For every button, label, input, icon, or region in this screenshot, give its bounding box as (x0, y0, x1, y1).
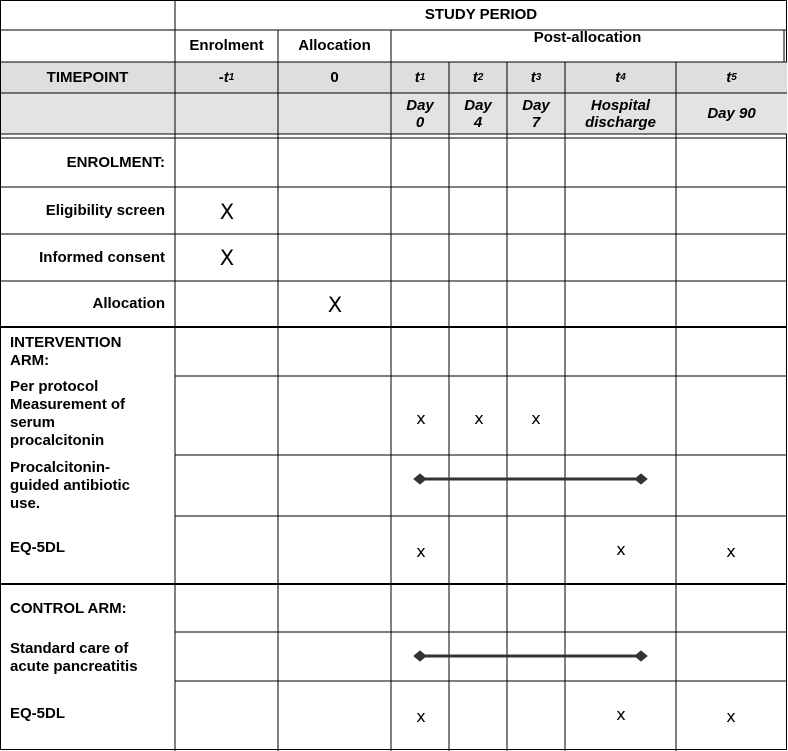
day-cell: Hospital discharge (585, 96, 656, 131)
timepoint-cell: t 2 (472, 68, 484, 86)
timepoint-cell: -t 1 (218, 68, 235, 86)
enrolment-label: Enrolment (189, 37, 264, 54)
timepoint-cell: t 4 (615, 68, 626, 86)
bar-start-diamond (414, 474, 426, 484)
consent-row-label: Informed consent (39, 248, 165, 266)
eligibility-row-label: Eligibility screen (45, 201, 165, 219)
eq5d-ctrl-day90-mark: x (726, 706, 736, 726)
eq5d-ctrl-day0-mark: x (416, 706, 426, 726)
post-allocation-header (391, 22, 784, 54)
timepoint-header (0, 62, 175, 93)
timepoint-cell: t 1 (414, 68, 426, 86)
intervention-section-label: INTERVENTION ARM: (10, 334, 122, 369)
timepoint-label: TIMEPOINT (46, 68, 129, 86)
consent-enrolment-mark: X (219, 246, 235, 270)
timepoint-cell: t 3 (530, 68, 542, 86)
pct-day7-mark: x (531, 408, 541, 428)
day-cell: Day 4 (464, 96, 492, 131)
day-cell: Day 90 (707, 105, 756, 122)
eq5d-int-day90-mark: x (726, 541, 736, 561)
standard-care-row-label: Standard care of acute pancreatitis (10, 640, 138, 675)
allocation-mark: X (327, 293, 343, 317)
allocation-header (278, 30, 391, 62)
pct-guided-row-label: Procalcitonin- guided antibiotic use. (10, 459, 130, 512)
pct-day0-mark: x (416, 408, 426, 428)
eq5d-control-row-label: EQ-5DL (10, 705, 66, 722)
enrolment-header (175, 30, 278, 62)
study-period-label: STUDY PERIOD (424, 6, 538, 23)
allocation-row-label: Allocation (92, 295, 165, 312)
pct-measurement-row-label: Per protocol Measurement of serum procalcitonin (10, 378, 126, 449)
eq5d-int-day0-mark: x (416, 541, 426, 561)
eq5d-intervention-row-label: EQ-5DL (10, 539, 66, 556)
timepoint-cell: 0 (330, 68, 339, 86)
bar-end-diamond (635, 651, 647, 661)
enrolment-section-label: ENROLMENT: (66, 153, 165, 171)
eq5d-ctrl-discharge-mark: x (616, 704, 626, 724)
control-section-label: CONTROL ARM: (10, 599, 127, 617)
day-cell: Day 7 (522, 96, 550, 131)
pct-day4-mark: x (474, 408, 484, 428)
bar-end-diamond (635, 474, 647, 484)
eq5d-int-discharge-mark: x (616, 539, 626, 559)
post-allocation-label: Post-allocation (533, 29, 642, 46)
timepoint-cell: t 5 (726, 68, 737, 86)
allocation-label: Allocation (298, 37, 371, 54)
day-cell: Day 0 (406, 96, 434, 131)
bar-start-diamond (414, 651, 426, 661)
eligibility-enrolment-mark: X (219, 200, 235, 224)
